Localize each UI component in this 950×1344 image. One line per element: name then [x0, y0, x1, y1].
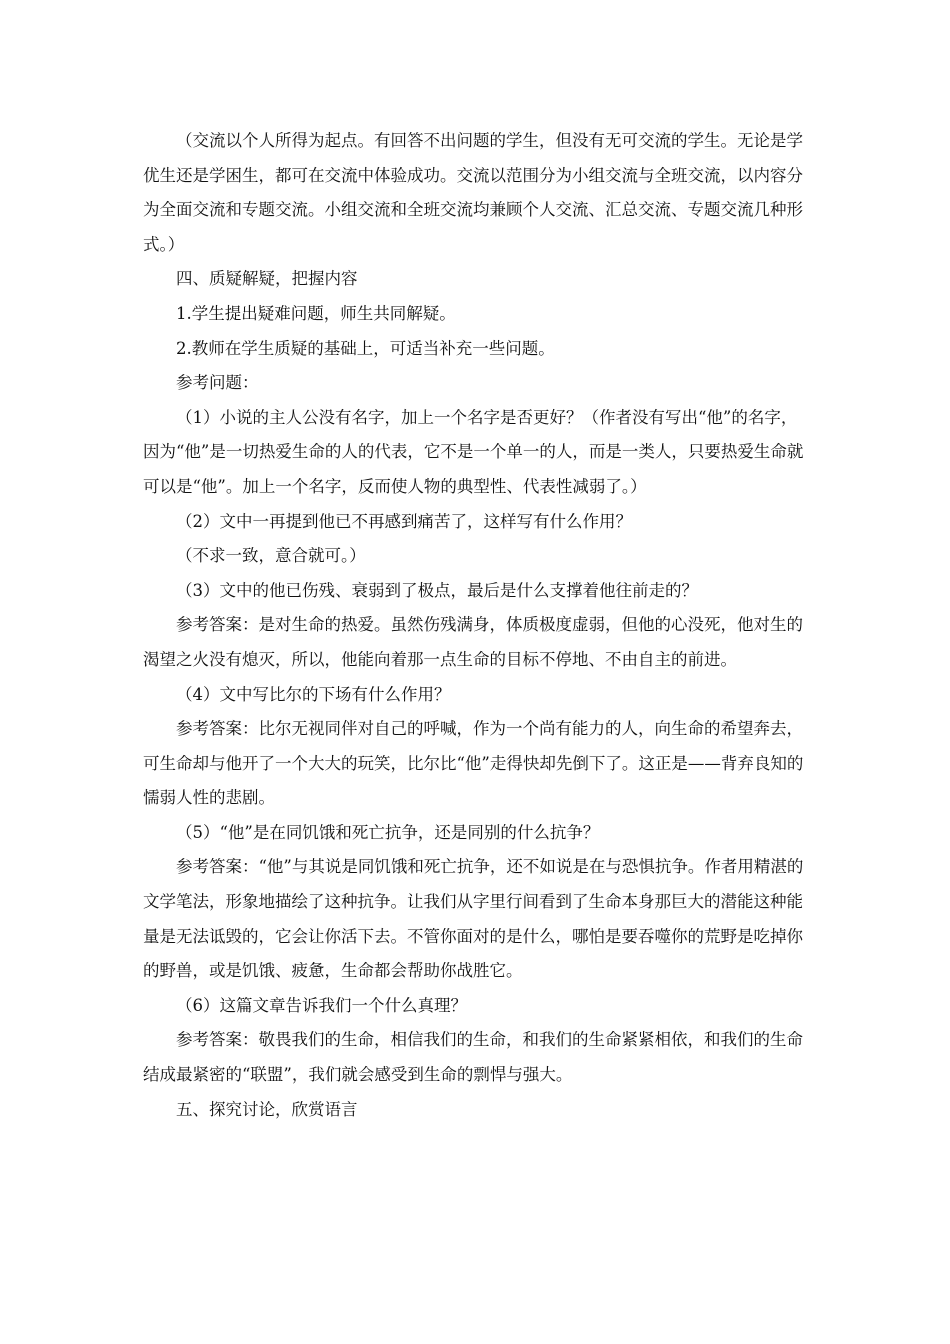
- answer-6: 参考答案：敬畏我们的生命，相信我们的生命，和我们的生命紧紧相依，和我们的生命结成最紧密的“联盟”，我们就会感受到生命的剽悍与强大。: [143, 1030, 803, 1085]
- section-heading-5: 五、探究讨论，欣赏语言: [176, 1099, 358, 1119]
- paragraph-exchange-note: （交流以个人所得为起点。有回答不出问题的学生，但没有无可交流的学生。无论是学优生还是学困生，都可在交流中体验成功。交流以范围分为小组交流与全班交流，以内容分为全面交流和专题交流。小组交流和全班交流均兼顾个人交流、汇总交流、专题交流几种形式。）: [143, 131, 803, 254]
- question-2: （2）文中一再提到他已不再感到痛苦了，这样写有什么作用？: [176, 511, 632, 531]
- question-6: （6）这篇文章告诉我们一个什么真理？: [176, 995, 467, 1015]
- answer-4: 参考答案：比尔无视同伴对自己的呼喊，作为一个尚有能力的人，向生命的希望奔去，可生命却与他开了一个大大的玩笑，比尔比“他”走得快却先倒下了。这正是——背弃良知的懦弱人性的悲剧。: [143, 719, 804, 808]
- answer-5: 参考答案：“他”与其说是同饥饿和死亡抗争，还不如说是在与恐惧抗争。作者用精湛的文学笔法，形象地描绘了这种抗争。让我们从字里行间看到了生命本身那巨大的潜能这种能量是无法诋毁的，它会让你活下去。不管你面对的是什么，哪怕是要吞噬你的荒野是吃掉你的野兽，或是饥饿、疲惫，生命都会帮助你战胜它。: [143, 857, 804, 981]
- document-body: [143, 124, 808, 1127]
- list-item-2: 2.教师在学生质疑的基础上，可适当补充一些问题。: [176, 338, 555, 358]
- question-4: （4）文中写比尔的下场有什么作用？: [176, 684, 451, 704]
- question-3: （3）文中的他已伤残、衰弱到了极点，最后是什么支撑着他往前走的？: [176, 580, 698, 600]
- answer-2: （不求一致，意合就可。）: [176, 546, 366, 566]
- answer-3: 参考答案：是对生命的热爱。虽然伤残满身，体质极度虚弱，但他的心没死，他对生的渴望之火没有熄灭，所以，他能向着那一点生命的目标不停地、不由自主的前进。: [143, 615, 803, 669]
- question-5: （5）“他”是在同饥饿和死亡抗争，还是同别的什么抗争？: [176, 822, 600, 842]
- question-1: （1）小说的主人公没有名字，加上一个名字是否更好？（作者没有写出“他”的名字，因为“他”是一切热爱生命的人的代表，它不是一个单一的人，而是一类人，只要热爱生命就可以是“他”。加上一个名字，反而使人物的典型性、代表性减弱了。）: [143, 407, 804, 496]
- section-heading-4: 四、质疑解疑，把握内容: [176, 269, 358, 289]
- list-item-1: 1.学生提出疑难问题，师生共同解疑。: [176, 303, 456, 323]
- reference-questions-label: 参考问题：: [176, 373, 259, 393]
